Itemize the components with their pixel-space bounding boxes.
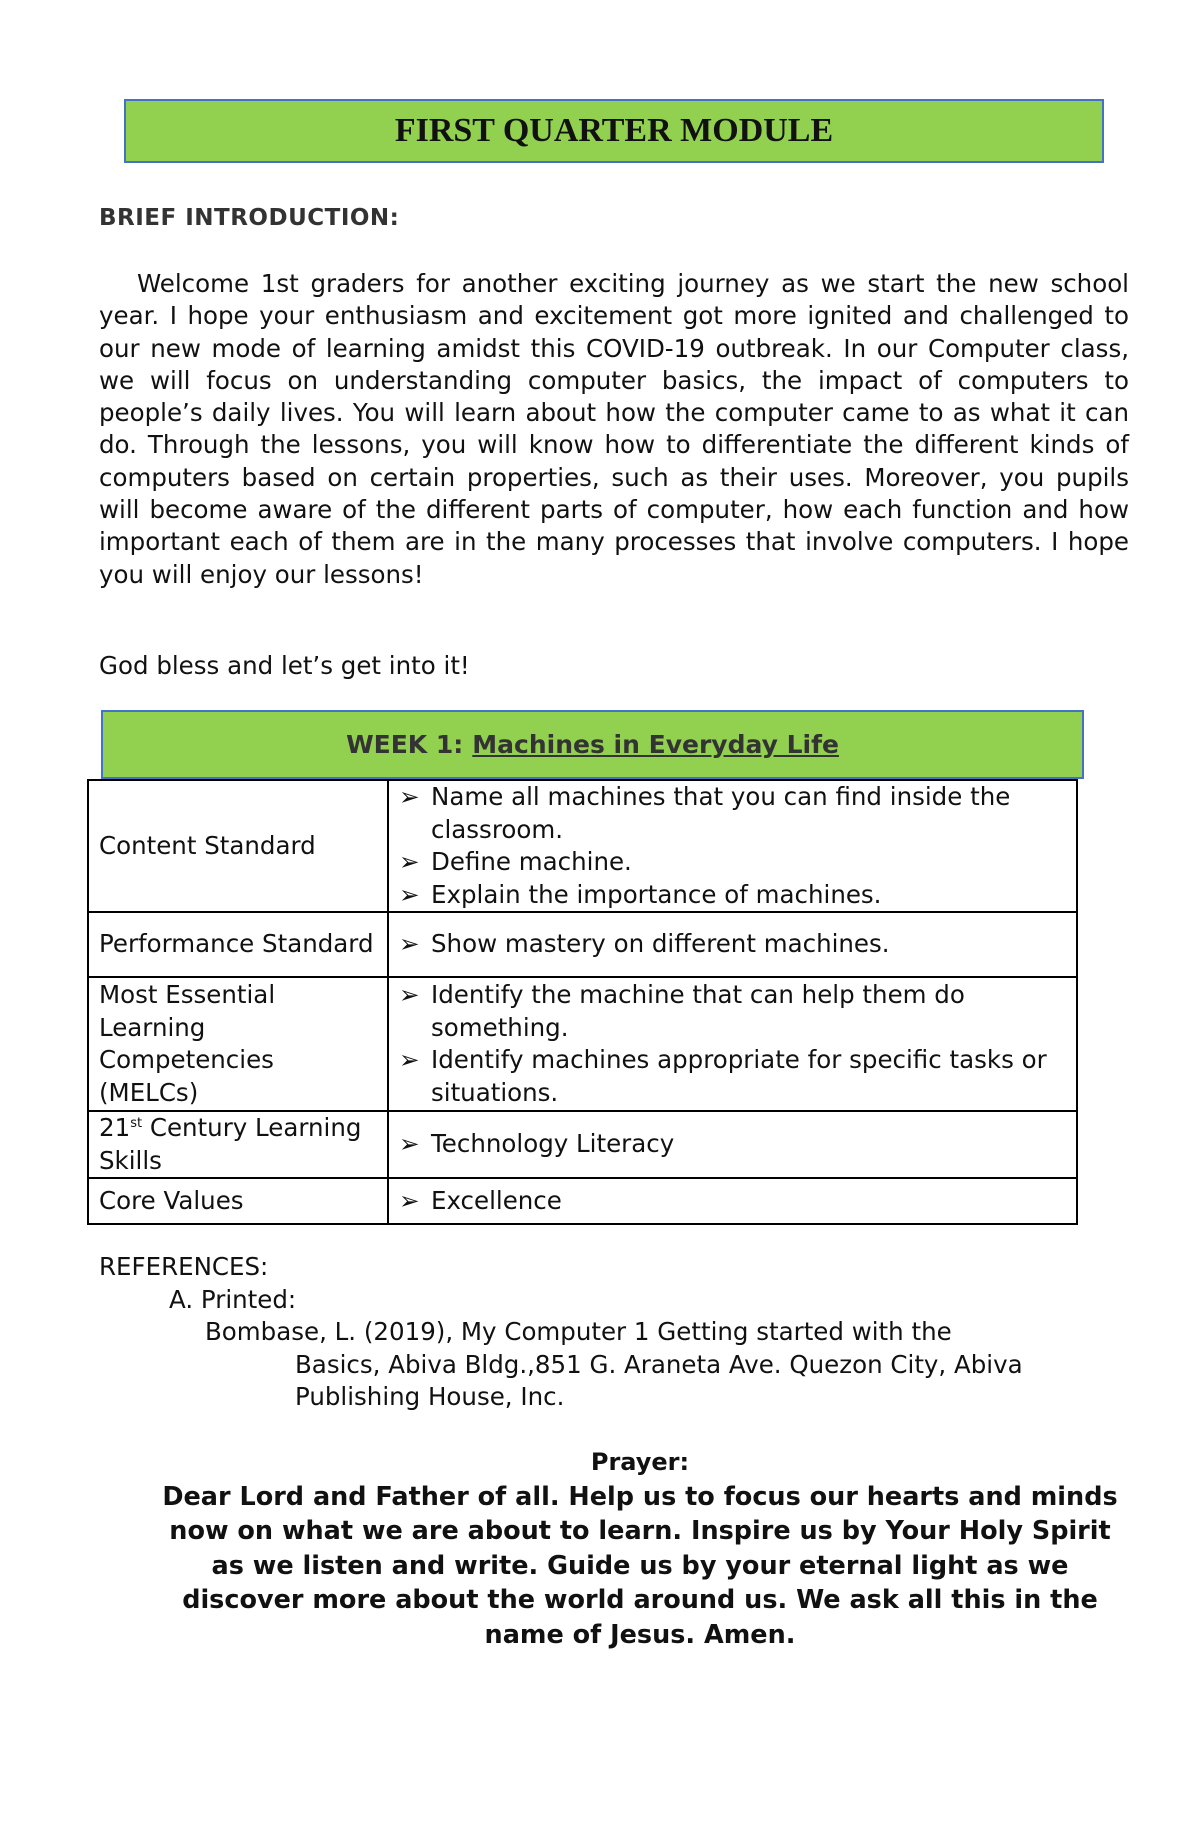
intro-closing: God bless and let’s get into it! <box>99 651 470 680</box>
week-banner <box>101 710 1084 779</box>
table-row <box>88 912 1077 977</box>
row-label: Content Standard <box>88 780 388 912</box>
arrow-bullet-icon: ➢ <box>399 1185 420 1215</box>
arrow-bullet-icon: ➢ <box>399 847 420 876</box>
week-label: WEEK 1: <box>346 730 464 759</box>
table-row <box>88 977 1077 1111</box>
arrow-bullet-icon: ➢ <box>399 1129 420 1159</box>
reference-citation: Bombase, L. (2019), My Computer 1 Getting started with the Basics, Abiva Bldg.,851 G. Araneta Ave. Quezon City, Abiva Publishing House, Inc. <box>205 1317 1023 1411</box>
list-item: ➢ Show mastery on different machines. <box>399 928 1068 961</box>
list-item: ➢ Define machine. <box>399 846 1068 879</box>
intro-paragraph: Welcome 1st graders for another exciting journey as we start the new school year. I hope your enthusiasm and excitement got more ignited and challenged to our new mode of learning amidst this COVID-19 outbreak. In our Computer class, we will focus on understanding computer basics, the impact of computers to people’s daily lives. You will learn about how the computer came to as what it can do. Through the lessons, you will know how to differentiate the different kinds of computers based on certain properties, such as their uses. Moreover, you pupils will become aware of the different parts of computer, how each function and how important each of them are in the many processes that involve computers. I hope you will enjoy our lessons! <box>99 269 1129 589</box>
row-label: 21st Century Learning Skills <box>88 1111 388 1178</box>
arrow-bullet-icon: ➢ <box>399 980 420 1009</box>
arrow-bullet-icon: ➢ <box>399 782 420 811</box>
references-section <box>99 1251 1125 1414</box>
table-row <box>88 1111 1077 1178</box>
intro-heading: BRIEF INTRODUCTION: <box>99 205 400 231</box>
list-item: ➢ Excellence <box>399 1185 1068 1218</box>
module-title: FIRST QUARTER MODULE <box>394 112 834 149</box>
prayer-text: Dear Lord and Father of all. Help us to focus our hearts and minds now on what we are about to learn. Inspire us by Your Holy Spirit as we listen and write. Guide us by your eternal light as we discover more about the world around us. We ask all this in the name of Jesus. Amen. <box>162 1481 1118 1650</box>
row-label: Most Essential Learning Competencies (MELCs) <box>88 977 388 1111</box>
list-item: ➢ Explain the importance of machines. <box>399 879 1068 912</box>
row-content <box>388 912 1077 977</box>
row-content <box>388 1111 1077 1178</box>
arrow-bullet-icon: ➢ <box>399 1045 420 1074</box>
arrow-bullet-icon: ➢ <box>399 929 420 959</box>
table-row <box>88 1178 1077 1224</box>
printed-label: A. Printed: <box>169 1284 297 1314</box>
prayer-title: Prayer: <box>590 1448 690 1476</box>
row-label: Performance Standard <box>88 912 388 977</box>
list-item: ➢ Identify the machine that can help them do something. <box>399 980 965 1042</box>
row-content <box>388 1178 1077 1224</box>
list-item: ➢ Identify machines appropriate for specific tasks or situations. <box>399 1045 1047 1107</box>
arrow-bullet-icon: ➢ <box>399 879 420 909</box>
row-label: Core Values <box>88 1178 388 1224</box>
standards-table <box>87 779 1078 1225</box>
references-heading: REFERENCES: <box>99 1252 269 1281</box>
row-content <box>388 780 1077 912</box>
prayer-section <box>150 1445 1130 1652</box>
module-title-banner <box>124 99 1104 163</box>
row-content <box>388 977 1077 1111</box>
table-row <box>88 780 1077 912</box>
list-item: ➢ Technology Literacy <box>399 1128 1068 1161</box>
week-topic: Machines in Everyday Life <box>472 730 839 759</box>
list-item: ➢ Name all machines that you can find inside the classroom. <box>399 782 1011 844</box>
